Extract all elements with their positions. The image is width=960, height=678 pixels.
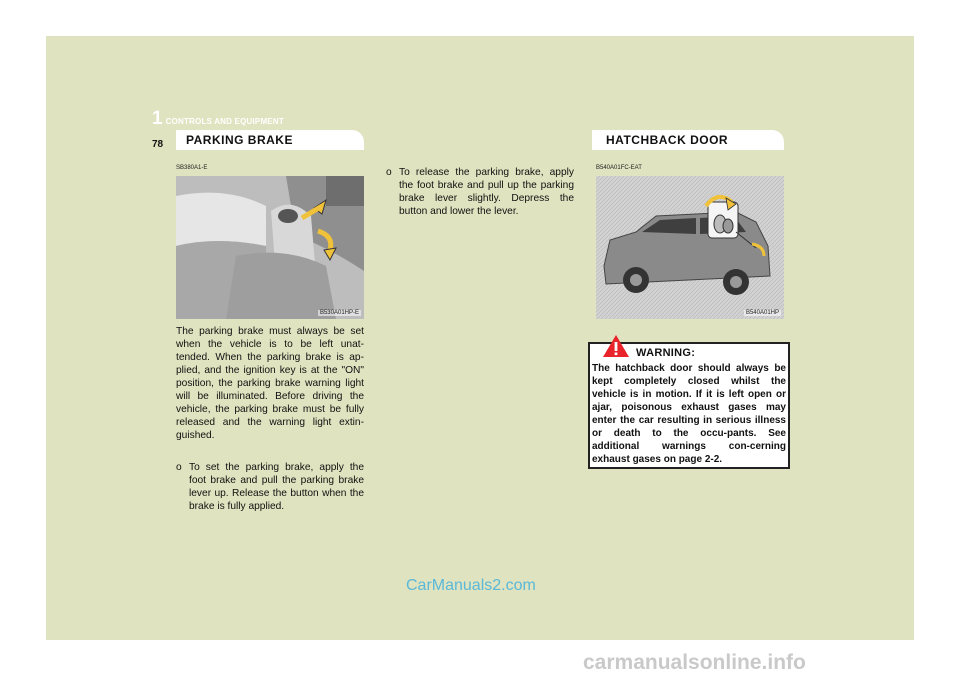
watermark-carmanuals2[interactable]: CarManuals2.com <box>406 577 536 594</box>
chapter-header <box>152 108 284 130</box>
parking-brake-figure <box>176 176 364 319</box>
figure-code-parking-brake: B530A01HP-E <box>319 310 359 316</box>
hatchback-figure <box>596 176 784 319</box>
bullet-release-text: To release the parking brake, apply the foot brake and pull up the parking brake lever slightly. Depress the button and lower the lever. <box>399 167 574 217</box>
figure-code-hatchback: B540A01HP <box>745 310 779 316</box>
warning-title: WARNING: <box>636 347 696 359</box>
bullet-release-parking-brake <box>386 166 574 218</box>
section-title-parking-brake: PARKING BRAKE <box>176 130 364 150</box>
bullet-mark: o <box>176 462 182 473</box>
ref-code-hatchback: B540A01FC-EAT <box>596 165 642 171</box>
warning-icon <box>602 334 630 358</box>
warning-text: The hatchback door should always be kept completely closed whilst the vehicle is in motion. If it is left open or ajar, poisonous exhaust gases may enter the car resulting in serious illness or death to the occu-pants. See additional warnings con-cerning exhaust gases on page 2-2. <box>592 363 786 465</box>
watermark-carmanualsonline[interactable]: carmanualsonline.info <box>583 651 806 674</box>
chapter-number: 1 <box>152 108 163 129</box>
page-number: 78 <box>152 139 164 150</box>
bullet-set-text: To set the parking brake, apply the foot brake and pull the parking brake lever up. Release the button when the brake is fully applied. <box>189 462 364 512</box>
chapter-title: CONTROLS AND EQUIPMENT <box>165 117 284 126</box>
hatchback-illustration <box>596 176 784 319</box>
bullet-set-parking-brake <box>176 461 364 513</box>
parking-brake-paragraph: The parking brake must always be set when the vehicle is to be left unat-tended. When the parking brake is ap-plied, and the ignition key is at the "ON" position, the parking brake warning light will be illuminated. Before driving the vehicle, the parking brake must be fully released and the warning light extin-guished. <box>176 326 364 441</box>
section-title-hatchback-door: HATCHBACK DOOR <box>592 130 784 150</box>
ref-code-parking-brake: SB380A1-E <box>176 165 208 171</box>
parking-brake-illustration <box>176 176 364 319</box>
bullet-mark: o <box>386 167 392 178</box>
